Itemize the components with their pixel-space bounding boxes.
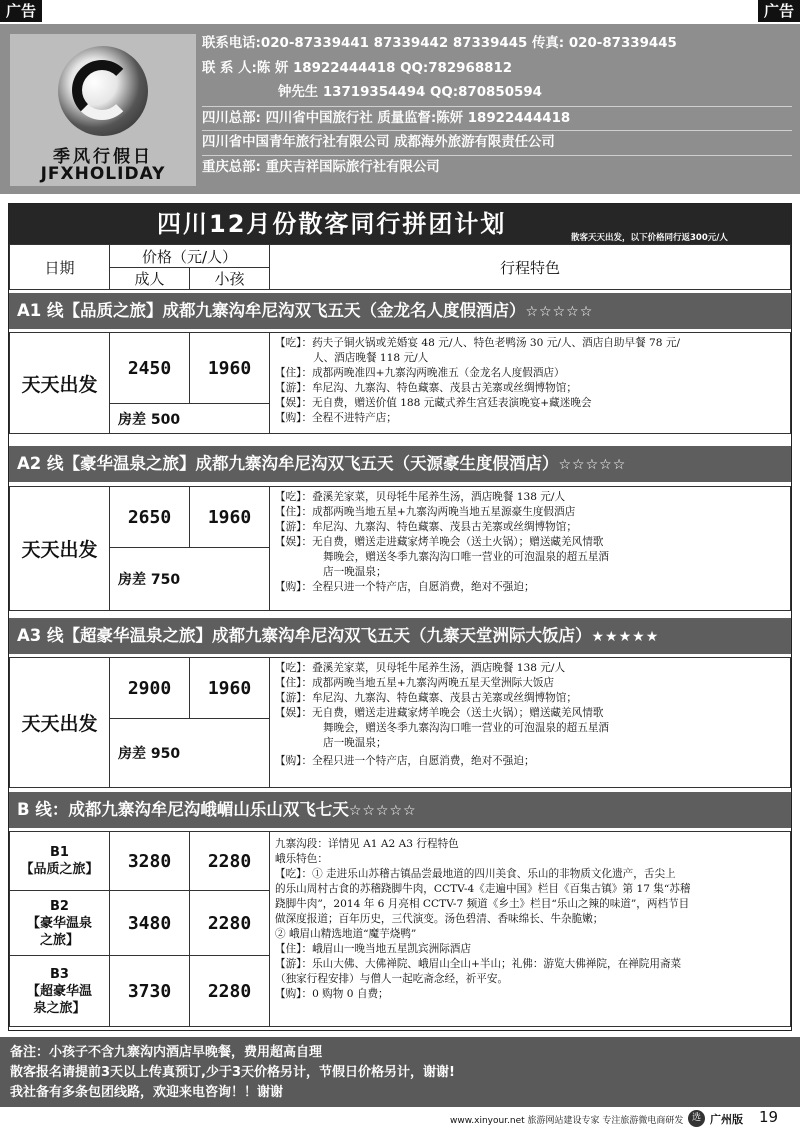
child-price: 1960 [189,486,270,548]
b3-name: B3 【超豪华温 泉之旅】 [9,955,110,1027]
notes-footer [0,1037,800,1107]
rating-stars: ☆☆☆☆☆ [348,803,417,819]
route-details: 【吃】：叠溪羌家菜，贝母牦牛尾养生汤，酒店晚餐 138 元/人 【住】：成都两晚当地五星+九寨沟两晚当地五星源豪生度假酒店 【游】：牟尼沟、九寨沟、特色藏寨、茂县古羌寨或丝绸博物馆； 【娱】：无自费，赠送走进藏家烤羊晚会（送土火锅）；赠送藏羌风情歌 舞晚会，赠送冬季九寨沟沟口唯一营业的可泡温泉的超五星酒 店一晚温泉； 【购】：全程只进一个特产店，自愿消费，绝对不强迫； [275,491,610,593]
single-supplement: 房差 950 [109,718,270,788]
contact-person-2: 钟先生 13719354494 QQ:870850594 [278,85,542,100]
col-child: 小孩 [214,270,245,288]
col-date: 日期 [44,259,75,277]
route-b-heading: B 线：成都九寨沟牟尼沟峨嵋山乐山双飞七天☆☆☆☆☆ [9,792,791,828]
single-supplement: 房差 750 [109,547,270,611]
tour-plan-table [8,203,792,1031]
child-price: 1960 [189,657,270,719]
publisher-logo-icon: 选 [688,1110,705,1127]
adult-price: 2450 [109,332,190,404]
child-price: 1960 [189,332,270,404]
b1-child-price: 2280 [189,831,270,891]
rating-stars: ☆☆☆☆☆ [525,304,594,320]
departure: 天天出发 [9,657,110,788]
note-children: 备注：小孩子不含九寨沟内酒店早晚餐，费用超高自理 [10,1045,323,1060]
adult-price: 2650 [109,486,190,548]
b3-child-price: 2280 [189,955,270,1027]
route-b-block [9,831,791,1027]
b2-child-price: 2280 [189,890,270,956]
logo-name-en: JFXHOLIDAY [40,164,166,184]
contact-info [202,32,792,179]
departure: 天天出发 [9,486,110,611]
route-b-details: 九寨沟段：详情见 A1 A2 A3 行程特色 峨乐特色： 【吃】：① 走进乐山苏稽古镇品尝最地道的四川美食、乐山的非物质文化遗产，舌尖上 的乐山周村古食的苏稽跷脚牛肉，CCTV-4《走遍中国》栏目《百集古镇》第 17 集“苏稽 跷脚牛肉”，2014 年 6 月亮相 CCTV-7 频道《乡土》栏目“乐山之辣的味道”，两档节目 做深度报道；百年历史，三代演变。汤色碧清、香味绵长、牛杂脆嫩； ② 峨眉山精选地道“魔芋烧鸭” 【住】：峨眉山一晚当地五星凯宾洲际酒店 【游】：乐山大佛、大佛禅院、峨眉山全山+半山；礼佛：游览大佛禅院，在禅院用斋菜 （独家行程安排）与僧人一起吃斋念经，祈平安。 【购】：0 购物 0 自费； [275,838,691,1000]
chongqing-hq: 重庆总部: 重庆吉祥国际旅行社有限公司 [202,155,792,180]
page-footer [0,1108,800,1129]
note-booking: 散客报名请提前3天以上传真预订,少于3天价格另计，节假日价格另计，谢谢! [10,1065,455,1080]
b3-adult-price: 3730 [109,955,190,1027]
rating-stars: ☆☆☆☆☆ [558,457,627,473]
route-a2-heading: A2 线【豪华温泉之旅】成都九寨沟牟尼沟双飞五天（天源豪生度假酒店）☆☆☆☆☆ [9,446,791,482]
route-a1-heading: A1 线【品质之旅】成都九寨沟牟尼沟双飞五天（金龙名人度假酒店）☆☆☆☆☆ [9,293,791,329]
route-details: 【吃】：叠溪羌家菜，贝母牦牛尾养生汤，酒店晚餐 138 元/人 【住】：成都两晚当地五星+九寨沟两晚五星天堂洲际大饭店 【游】：牟尼沟、九寨沟、特色藏寨、茂县古羌寨或丝绸博物馆； 【娱】：无自费，赠送走进藏家烤羊晚会（送土火锅）；赠送藏羌风情歌 舞晚会，赠送冬季九寨沟沟口唯一营业的可泡温泉的超五星酒 店一晚温泉； 【购】：全程只进一个特产店，自愿消费，绝对不强迫； [275,662,610,767]
ad-label-right: 广告 [758,0,800,22]
route-a2-row [9,486,791,611]
publisher-site: www.xinyour.net 旅游网站建设专家 专注旅游微电商研发 [450,1116,684,1126]
page-title: 四川12月份散客同行拼团计划 [157,210,507,238]
agency-header [0,24,800,194]
b1-name: B1 【品质之旅】 [9,831,110,891]
route-a3-row [9,657,791,788]
route-a3-heading: A3 线【超豪华温泉之旅】成都九寨沟牟尼沟双飞五天（九寨天堂洲际大饭店）★★★★★ [9,618,791,654]
note-group-tours: 我社备有多条包团线路，欢迎来电咨询！！谢谢 [10,1085,284,1100]
partner-agencies: 四川省中国青年旅行社有限公司 成都海外旅游有限责任公司 [202,130,792,155]
title-note: 散客天天出发，以下价格同行返300元/人 [571,233,728,243]
b2-name: B2 【豪华温泉 之旅】 [9,890,110,956]
adult-price: 2900 [109,657,190,719]
edition-label: 广州版 [710,1113,743,1126]
agency-logo [10,34,196,186]
b2-adult-price: 3480 [109,890,190,956]
col-adult: 成人 [134,270,165,288]
col-features: 行程特色 [499,259,560,277]
b1-adult-price: 3280 [109,831,190,891]
rating-stars: ★★★★★ [591,629,660,645]
contact-phone: 联系电话:020-87339441 87339442 87339445 传真: 020-87339445 [202,36,677,51]
title-bar [9,204,791,244]
departure: 天天出发 [9,332,110,434]
contact-person-1: 联 系 人:陈 妍 18922444418 QQ:782968812 [202,60,513,76]
col-price: 价格（元/人） [141,248,238,266]
table-header [9,244,791,290]
route-details: 【吃】：药夫子铜火锅或羌婚宴 48 元/人、特色老鸭汤 30 元/人、酒店自助早餐 78 元/ 人、酒店晚餐 118 元/人 【住】：成都两晚准四+九寨沟两晚准五（金龙名人度假酒店） 【游】：牟尼沟、九寨沟、特色藏寨、茂县古羌寨或丝绸博物馆； 【娱】：无自费，赠送价值 188 元藏式养生宫廷表演晚宴+藏迷晚会 【购】：全程不进特产店； [275,337,681,424]
single-supplement: 房差 500 [109,403,270,434]
ad-label-left: 广告 [0,0,42,22]
logo-name-cn: 季风行假日 [53,147,153,167]
route-a1-row [9,332,791,434]
sichuan-hq: 四川总部: 四川省中国旅行社 质量监督:陈妍 18922444418 [202,106,792,131]
page-number: 19 [759,1108,779,1126]
